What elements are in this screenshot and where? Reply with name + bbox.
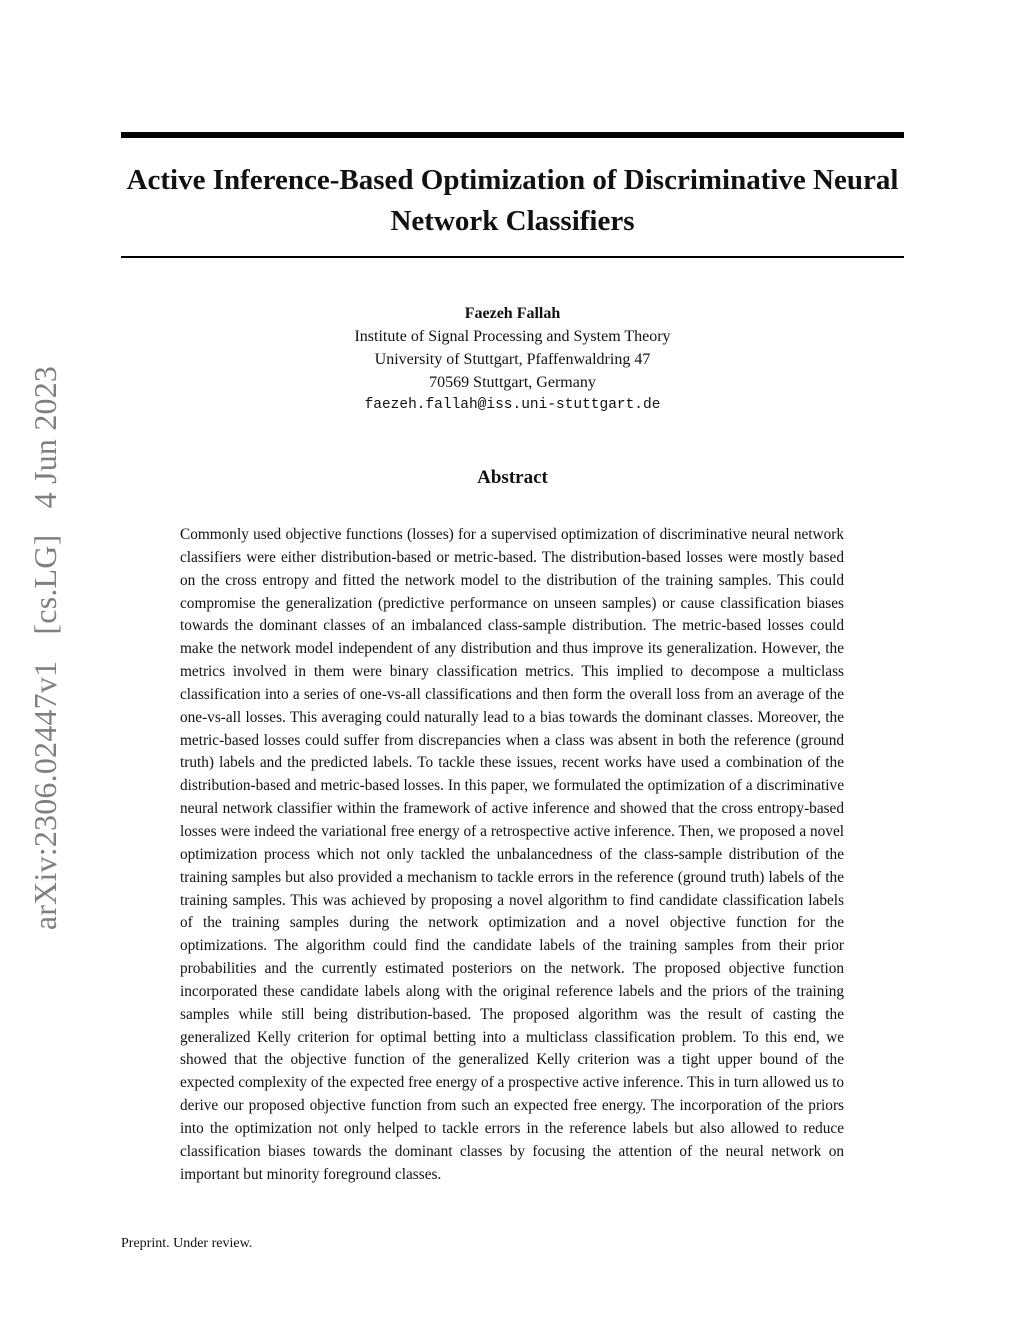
paper-title: Active Inference-Based Optimization of Discriminative Neural Network Classifiers: [126, 164, 899, 237]
author-name: Faezeh Fallah: [464, 305, 561, 322]
arxiv-identifier: arXiv:2306.02447v1: [27, 660, 63, 931]
author-email: faezeh.fallah@iss.uni-stuttgart.de: [364, 397, 661, 413]
title-bottom-rule: [121, 256, 904, 258]
title-top-rule: [121, 132, 904, 138]
abstract-heading: Abstract: [477, 467, 548, 488]
author-block: [121, 302, 904, 417]
author-city: 70569 Stuttgart, Germany: [429, 374, 596, 391]
abstract-body: Commonly used objective functions (losses) for a supervised optimization of discriminative neural network classifiers were either distribution-based or metric-based. The distribution-based losses were mostly based on the cross entropy and fitted the network model to the distribution of the training samples. This could compromise the generalization (predictive performance on unseen samples) or cause classification biases towards the dominant classes of an imbalanced class-sample distribution. The metric-based losses could make the network model independent of any distribution and thus improve its generalization. However, the metrics involved in them were binary classification metrics. This implied to decompose a multiclass classification into a series of one-vs-all classifications and then form the overall loss from an average of the one-vs-all losses. This averaging could naturally lead to a bias towards the dominant classes. Moreover, the metric-based losses could suffer from discrepancies when a class was absent in both the reference (ground truth) labels and the predicted labels. To tackle these issues, recent works have used a combination of the distribution-based and metric-based losses. In this paper, we formulated the optimization of a discriminative neural network classifier within the framework of active inference and showed that the cross entropy-based losses were indeed the variational free energy of a retrospective active inference. Then, we proposed a novel optimization process which not only tackled the unbalancedness of the class-sample distribution of the training samples but also provided a mechanism to tackle errors in the reference (ground truth) labels of the training samples. This was achieved by proposing a novel algorithm to find candidate classification labels of the training samples during the network optimization and a novel objective function for the optimizations. The algorithm could find the candidate labels of the training samples from their prior probabilities and the currently estimated posteriors on the network. The proposed objective function incorporated these candidate labels along with the original reference labels and the priors of the training samples while still being distribution-based. The proposed algorithm was the result of casting the generalized Kelly criterion for optimal betting into a multiclass classification problem. To this end, we showed that the objective function of the generalized Kelly criterion was a tight upper bound of the expected complexity of the expected free energy of a prospective active inference. This in turn allowed us to derive our proposed objective function from such an expected free energy. The incorporation of the priors into the optimization not only helped to tackle errors in the reference labels but also allowed to reduce classification biases towards the dominant classes by focusing the attention of the neural network on important but minority foreground classes.: [180, 526, 844, 1183]
author-university: University of Stuttgart, Pfaffenwaldring 47: [374, 351, 651, 368]
preprint-footer: Preprint. Under review.: [121, 1236, 253, 1251]
arxiv-category: [cs.LG]: [27, 534, 63, 635]
arxiv-date: 4 Jun 2023: [27, 365, 63, 509]
author-institute: Institute of Signal Processing and System Theory: [354, 328, 671, 345]
arxiv-side-stamp: [27, 366, 63, 930]
